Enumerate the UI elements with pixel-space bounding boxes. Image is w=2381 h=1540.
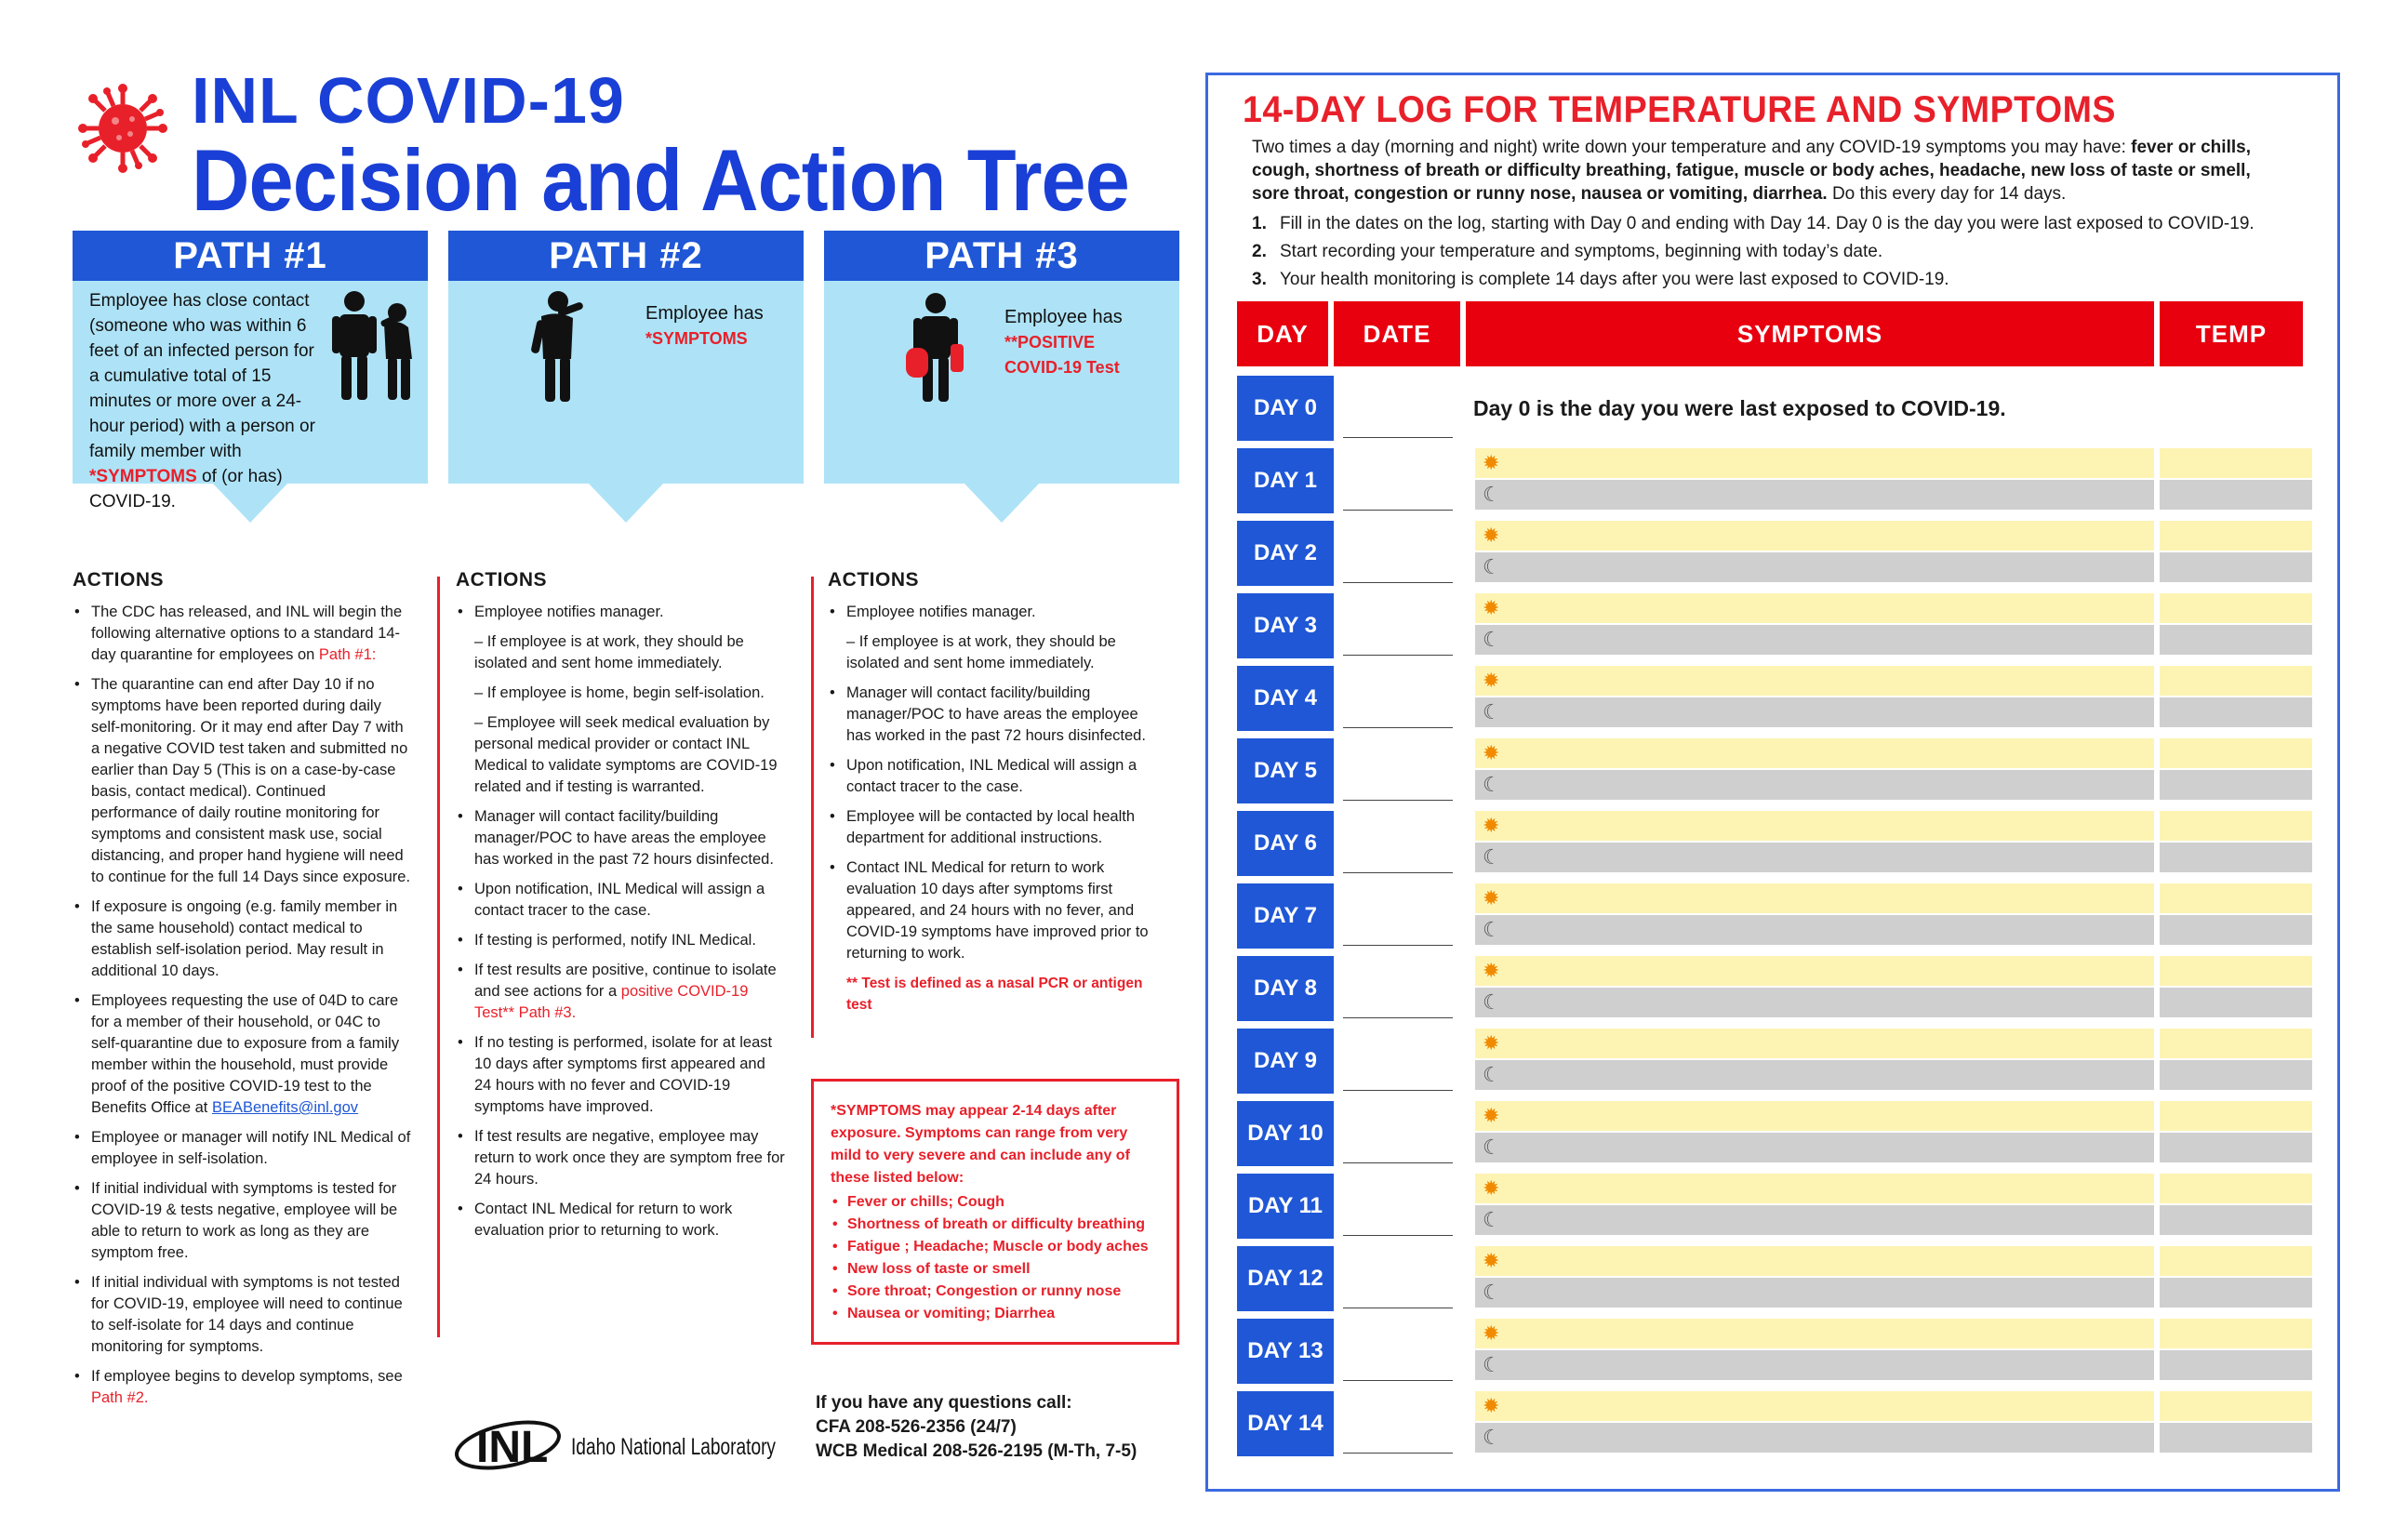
day-label: DAY 12 <box>1237 1246 1334 1311</box>
night-symptoms-field[interactable] <box>1475 1423 2154 1453</box>
path-2-symptoms-text: *SYMPTOMS <box>645 329 748 348</box>
list-item: • Employee will be contacted by local health department for additional instructions. <box>828 806 1164 849</box>
sub-item: – If employee is at work, they should be isolated and sent home immediately. <box>846 633 1116 671</box>
path-3-test-text: COVID-19 Test <box>1004 358 1120 377</box>
night-symptoms-field[interactable] <box>1475 915 2154 945</box>
date-field[interactable] <box>1343 945 1453 946</box>
sun-icon: ✹ <box>1483 1031 1500 1055</box>
test-definition-note: ** Test is defined as a nasal PCR or antigen test <box>846 976 1143 1013</box>
day-label: DAY 13 <box>1237 1319 1334 1384</box>
list-item: • Upon notification, INL Medical will assign a contact tracer to the case. <box>456 879 785 922</box>
list-item: • If testing is performed, notify INL Medical. <box>456 930 785 951</box>
symptoms-intro: *SYMPTOMS may appear 2-14 days after exposure. Symptoms can range from very mild to very severe and can include any of these listed below: <box>831 1103 1130 1186</box>
symptom-item: • Nausea or vomiting; Diarrhea <box>831 1303 1160 1325</box>
column-divider <box>811 577 814 1038</box>
night-temp-field[interactable] <box>2160 1060 2312 1090</box>
morning-temp-field[interactable] <box>2160 738 2312 768</box>
night-symptoms-field[interactable] <box>1475 552 2154 582</box>
day-label: DAY 1 <box>1237 448 1334 513</box>
log-title: 14-DAY LOG FOR TEMPERATURE AND SYMPTOMS <box>1243 89 2116 130</box>
action-text: If employee begins to develop symptoms, see <box>91 1368 403 1385</box>
symptom-item: • New loss of taste or smell <box>831 1258 1160 1281</box>
morning-temp-field[interactable] <box>2160 956 2312 986</box>
log-row <box>1237 811 2312 883</box>
actions-heading-2: ACTIONS <box>456 569 547 591</box>
morning-symptoms-field[interactable] <box>1475 1319 2154 1348</box>
list-item: • Contact INL Medical for return to work evaluation prior to returning to work. <box>456 1199 785 1241</box>
log-intro <box>1252 136 2284 206</box>
step-number: 1. <box>1252 214 1267 233</box>
list-item: • Manager will contact facility/building manager/POC to have areas the employee has worked in the past 72 hours disinfected. <box>828 683 1164 747</box>
night-symptoms-field[interactable] <box>1475 697 2154 727</box>
day-label: DAY 10 <box>1237 1101 1334 1166</box>
log-intro-end: Do this every day for 14 days. <box>1827 184 2067 204</box>
list-item: • Manager will contact facility/building manager/POC to have areas the employee has worked in the past 72 hours disinfected. <box>456 806 785 870</box>
sun-icon: ✹ <box>1483 959 1500 982</box>
log-row <box>1237 883 2312 956</box>
header-date: DATE <box>1334 301 1460 366</box>
header-temp: TEMP <box>2160 301 2303 366</box>
title-line-1: INL COVID-19 <box>192 64 625 137</box>
path-2-ref: Path #2. <box>91 1389 149 1406</box>
log-row <box>1237 1174 2312 1246</box>
day-label: DAY 7 <box>1237 883 1334 949</box>
sun-icon: ✹ <box>1483 1394 1500 1417</box>
path-3-text: Employee has <box>1004 307 1123 327</box>
moon-icon: ☾ <box>1483 628 1501 651</box>
log-steps <box>1252 210 2255 294</box>
day-label: DAY 9 <box>1237 1029 1334 1094</box>
night-temp-field[interactable] <box>2160 1350 2312 1380</box>
day-label: DAY 5 <box>1237 738 1334 803</box>
action-text: The CDC has released, and INL will begin the following alternative options to a standard 14-day quarantine for employees on <box>91 604 403 663</box>
date-field[interactable] <box>1343 1453 1453 1454</box>
date-field[interactable] <box>1343 437 1453 438</box>
list-item: • Employee or manager will notify INL Medical of employee in self-isolation. <box>73 1127 413 1170</box>
header-day: DAY <box>1237 301 1328 366</box>
contact-info <box>816 1391 1137 1464</box>
step-text: Start recording your temperature and symptoms, beginning with today’s date. <box>1280 242 1883 261</box>
sun-icon: ✹ <box>1483 886 1500 909</box>
log-row <box>1237 666 2312 738</box>
sun-icon: ✹ <box>1483 1104 1500 1127</box>
sun-icon: ✹ <box>1483 451 1500 474</box>
date-field[interactable] <box>1343 727 1453 728</box>
symptoms-box <box>811 1079 1179 1345</box>
date-field[interactable] <box>1343 1380 1453 1381</box>
morning-symptoms-field[interactable] <box>1475 1101 2154 1131</box>
morning-temp-field[interactable] <box>2160 1029 2312 1058</box>
morning-temp-field[interactable] <box>2160 448 2312 478</box>
step-number: 2. <box>1252 242 1267 261</box>
day-label: DAY 0 <box>1237 376 1334 441</box>
list-item: • If initial individual with symptoms is not tested for COVID-19, employee will need to continue to self-isolate for 14 days and continue monitoring for symptoms. <box>73 1272 413 1358</box>
path-1-ref: Path #1: <box>318 646 377 663</box>
path-2-text: Employee has <box>645 303 764 324</box>
moon-icon: ☾ <box>1483 1353 1501 1376</box>
sun-icon: ✹ <box>1483 1321 1500 1345</box>
log-row <box>1237 593 2312 666</box>
path-1-text: Employee has close contact (someone who was within 6 feet of an infected person for a cumulative total of 15 minutes or more over a 24-hour period) with a person or family member with <box>89 291 315 461</box>
night-symptoms-field[interactable] <box>1475 1350 2154 1380</box>
night-temp-field[interactable] <box>2160 1133 2312 1162</box>
night-symptoms-field[interactable] <box>1475 1060 2154 1090</box>
date-field[interactable] <box>1343 1235 1453 1236</box>
list-item: • If initial individual with symptoms is tested for COVID-19 & tests negative, employee will be able to return to work as long as they are symptom free. <box>73 1178 413 1264</box>
date-field[interactable] <box>1343 1090 1453 1091</box>
morning-temp-field[interactable] <box>2160 521 2312 551</box>
day-label: DAY 11 <box>1237 1174 1334 1239</box>
moon-icon: ☾ <box>1483 1063 1501 1086</box>
moon-icon: ☾ <box>1483 1135 1501 1159</box>
column-divider <box>437 577 440 1337</box>
path-3-header: PATH #3 <box>824 231 1179 281</box>
night-temp-field[interactable] <box>2160 1278 2312 1308</box>
list-item: • Employee notifies manager. <box>828 602 1164 623</box>
log-row <box>1237 1029 2312 1101</box>
path-3-ref: positive COVID-19 Test** Path #3. <box>474 983 749 1021</box>
log-row <box>1237 1319 2312 1391</box>
morning-temp-field[interactable] <box>2160 666 2312 696</box>
night-symptoms-field[interactable] <box>1475 770 2154 800</box>
morning-temp-field[interactable] <box>2160 593 2312 623</box>
path-1-description <box>89 288 322 514</box>
actions-path-1 <box>73 569 413 1417</box>
date-field[interactable] <box>1343 800 1453 801</box>
morning-temp-field[interactable] <box>2160 1319 2312 1348</box>
day-label: DAY 14 <box>1237 1391 1334 1456</box>
list-item <box>73 602 413 666</box>
moon-icon: ☾ <box>1483 990 1501 1014</box>
night-symptoms-field[interactable] <box>1475 1133 2154 1162</box>
list-item <box>73 1366 413 1409</box>
log-step <box>1252 266 2255 294</box>
day-label: DAY 4 <box>1237 666 1334 731</box>
symptom-item: • Fever or chills; Cough <box>831 1191 1160 1214</box>
action-text: If test results are positive, continue to isolate and see actions for a <box>474 962 777 1000</box>
step-text: Your health monitoring is complete 14 days after you were last exposed to COVID-19. <box>1280 270 1949 289</box>
moon-icon: ☾ <box>1483 918 1501 941</box>
inl-logo-text: Idaho National Laboratory <box>571 1434 777 1460</box>
night-symptoms-field[interactable] <box>1475 480 2154 510</box>
morning-temp-field[interactable] <box>2160 1246 2312 1276</box>
day-label: DAY 3 <box>1237 593 1334 658</box>
step-number: 3. <box>1252 270 1267 289</box>
path-3-card <box>824 231 1179 532</box>
night-temp-field[interactable] <box>2160 843 2312 872</box>
moon-icon: ☾ <box>1483 845 1501 869</box>
log-row <box>1237 448 2312 521</box>
morning-symptoms-field[interactable] <box>1475 666 2154 696</box>
path-1-symptoms-text: *SYMPTOMS <box>89 467 197 486</box>
morning-temp-field[interactable] <box>2160 811 2312 841</box>
list-item: • If test results are negative, employee may return to work once they are symptom free for 24 hours. <box>456 1126 785 1190</box>
moon-icon: ☾ <box>1483 1208 1501 1231</box>
path-2-arrow <box>589 484 663 523</box>
path-2-header: PATH #2 <box>448 231 804 281</box>
sun-icon: ✹ <box>1483 1249 1500 1272</box>
morning-temp-field[interactable] <box>2160 883 2312 913</box>
morning-symptoms-field[interactable] <box>1475 1029 2154 1058</box>
day-label: DAY 8 <box>1237 956 1334 1021</box>
log-intro-symptoms: fever or chills, cough, shortness of breath or difficulty breathing, fatigue, muscle or body aches, headache, new loss of taste or smell, sore throat, congestion or runny nose, nausea or vomiting, diarrhea. <box>1252 138 2251 204</box>
title-line-2: Decision and Action Tree <box>192 131 1129 229</box>
morning-symptoms-field[interactable] <box>1475 883 2154 913</box>
morning-symptoms-field[interactable] <box>1475 738 2154 768</box>
moon-icon: ☾ <box>1483 1426 1501 1449</box>
night-temp-field[interactable] <box>2160 697 2312 727</box>
log-row <box>1237 956 2312 1029</box>
date-field[interactable] <box>1343 582 1453 583</box>
inl-logo-mark: INL <box>476 1423 549 1472</box>
wcb-medical-phone: WCB Medical 208-526-2195 (M-Th, 7-5) <box>816 1441 1137 1461</box>
log-row <box>1237 738 2312 811</box>
symptom-item: • Fatigue ; Headache; Muscle or body aches <box>831 1236 1160 1258</box>
date-field[interactable] <box>1343 1017 1453 1018</box>
night-symptoms-field[interactable] <box>1475 988 2154 1017</box>
questions-line: If you have any questions call: <box>816 1393 1072 1413</box>
morning-temp-field[interactable] <box>2160 1174 2312 1203</box>
night-temp-field[interactable] <box>2160 770 2312 800</box>
actions-path-2 <box>456 569 785 1250</box>
night-temp-field[interactable] <box>2160 552 2312 582</box>
night-symptoms-field[interactable] <box>1475 1205 2154 1235</box>
night-temp-field[interactable] <box>2160 915 2312 945</box>
actions-heading-3: ACTIONS <box>828 569 919 591</box>
actions-heading-1: ACTIONS <box>73 569 164 591</box>
list-item: • Employee notifies manager. <box>456 602 785 623</box>
person-positive-test-icon <box>902 288 977 409</box>
sun-icon: ✹ <box>1483 596 1500 619</box>
night-temp-field[interactable] <box>2160 480 2312 510</box>
morning-symptoms-field[interactable] <box>1475 1246 2154 1276</box>
log-step <box>1252 210 2255 238</box>
benefits-email-link[interactable]: BEABenefits@inl.gov <box>211 1099 359 1116</box>
actions-path-3 <box>828 569 1164 1016</box>
log-row <box>1237 1246 2312 1319</box>
moon-icon: ☾ <box>1483 555 1501 578</box>
symptom-item: • Sore throat; Congestion or runny nose <box>831 1281 1160 1303</box>
path-3-description <box>1004 305 1163 380</box>
moon-icon: ☾ <box>1483 773 1501 796</box>
list-item <box>456 960 785 1024</box>
path-3-arrow <box>964 484 1039 523</box>
date-field[interactable] <box>1343 1162 1453 1163</box>
morning-symptoms-field[interactable] <box>1475 521 2154 551</box>
day-label: DAY 6 <box>1237 811 1334 876</box>
night-symptoms-field[interactable] <box>1475 625 2154 655</box>
day-label: DAY 2 <box>1237 521 1334 586</box>
log-row <box>1237 521 2312 593</box>
sun-icon: ✹ <box>1483 741 1500 764</box>
moon-icon: ☾ <box>1483 1281 1501 1304</box>
morning-symptoms-field[interactable] <box>1475 1391 2154 1421</box>
sun-icon: ✹ <box>1483 1176 1500 1200</box>
list-item: • The quarantine can end after Day 10 if no symptoms have been reported during daily self-monitoring. Or it may end after Day 7 with a negative COVID test taken and submitted no earlier than Day 5 (This is on a case-by-case basis, contact medical). Continued performance of daily routine monitoring for symptoms and consistent mask use, social distancing, and proper hand hygiene will need to continue for the full 14 Days since exposure. <box>73 674 413 888</box>
list-item: • If no testing is performed, isolate for at least 10 days after symptoms first appeared and 24 hours with no fever and COVID-19 symptoms have improved. <box>456 1032 785 1118</box>
sun-icon: ✹ <box>1483 524 1500 547</box>
log-row <box>1237 1101 2312 1174</box>
night-symptoms-field[interactable] <box>1475 1278 2154 1308</box>
day-0-message: Day 0 is the day you were last exposed to COVID-19. <box>1473 396 2006 420</box>
morning-temp-field[interactable] <box>2160 1101 2312 1131</box>
list-item <box>73 990 413 1119</box>
sun-icon: ✹ <box>1483 814 1500 837</box>
date-field[interactable] <box>1343 510 1453 511</box>
moon-icon: ☾ <box>1483 483 1501 506</box>
list-item: • If exposure is ongoing (e.g. family member in the same household) contact medical to establish self-isolation period. May result in additional 10 days. <box>73 896 413 982</box>
path-1-card <box>73 231 428 532</box>
sub-item: – Employee will seek medical evaluation by personal medical provider or contact INL Medical to validate symptoms are COVID-19 related and if testing is warranted. <box>474 714 778 795</box>
morning-symptoms-field[interactable] <box>1475 1174 2154 1203</box>
date-field[interactable] <box>1343 655 1453 656</box>
cfa-phone: CFA 208-526-2356 (24/7) <box>816 1417 1017 1437</box>
night-temp-field[interactable] <box>2160 1423 2312 1453</box>
moon-icon: ☾ <box>1483 700 1501 724</box>
path-1-text-end: of (or has) COVID-19. <box>89 467 283 511</box>
morning-symptoms-field[interactable] <box>1475 448 2154 478</box>
coronavirus-icon <box>76 82 169 175</box>
path-2-description <box>645 301 785 352</box>
action-text: Employees requesting the use of 04D to care for a member of their household, or 04C to self-quarantine due to exposure from a family member within the household, must provide proof of the positive COVID-19 test to the Benefits Office at <box>91 992 400 1116</box>
morning-temp-field[interactable] <box>2160 1391 2312 1421</box>
morning-symptoms-field[interactable] <box>1475 811 2154 841</box>
log-row <box>1237 1391 2312 1464</box>
log-step <box>1252 238 2255 266</box>
sub-item: – If employee is home, begin self-isolation. <box>474 684 765 701</box>
close-contact-figures-icon <box>328 285 421 405</box>
path-2-card <box>448 231 804 532</box>
path-3-positive-text: **POSITIVE <box>1004 333 1096 352</box>
path-1-header: PATH #1 <box>73 231 428 281</box>
coughing-person-icon <box>521 285 595 405</box>
night-temp-field[interactable] <box>2160 625 2312 655</box>
sun-icon: ✹ <box>1483 669 1500 692</box>
inl-logo <box>454 1408 779 1479</box>
symptom-item: • Shortness of breath or difficulty breathing <box>831 1214 1160 1236</box>
log-intro-text: Two times a day (morning and night) write down your temperature and any COVID-19 symptoms you may have: <box>1252 138 2132 157</box>
morning-symptoms-field[interactable] <box>1475 593 2154 623</box>
step-text: Fill in the dates on the log, starting with Day 0 and ending with Day 14. Day 0 is the day you were last exposed to COVID-19. <box>1280 214 2255 233</box>
date-field[interactable] <box>1343 872 1453 873</box>
morning-symptoms-field[interactable] <box>1475 956 2154 986</box>
night-temp-field[interactable] <box>2160 1205 2312 1235</box>
list-item: • Upon notification, INL Medical will assign a contact tracer to the case. <box>828 755 1164 798</box>
header-symptoms: SYMPTOMS <box>1466 301 2154 366</box>
sub-item: – If employee is at work, they should be isolated and sent home immediately. <box>474 633 744 671</box>
list-item: • Contact INL Medical for return to work evaluation 10 days after symptoms first appeared, and 24 hours with no fever, and COVID-19 symptoms have improved prior to returning to work. <box>828 857 1164 964</box>
night-symptoms-field[interactable] <box>1475 843 2154 872</box>
night-temp-field[interactable] <box>2160 988 2312 1017</box>
